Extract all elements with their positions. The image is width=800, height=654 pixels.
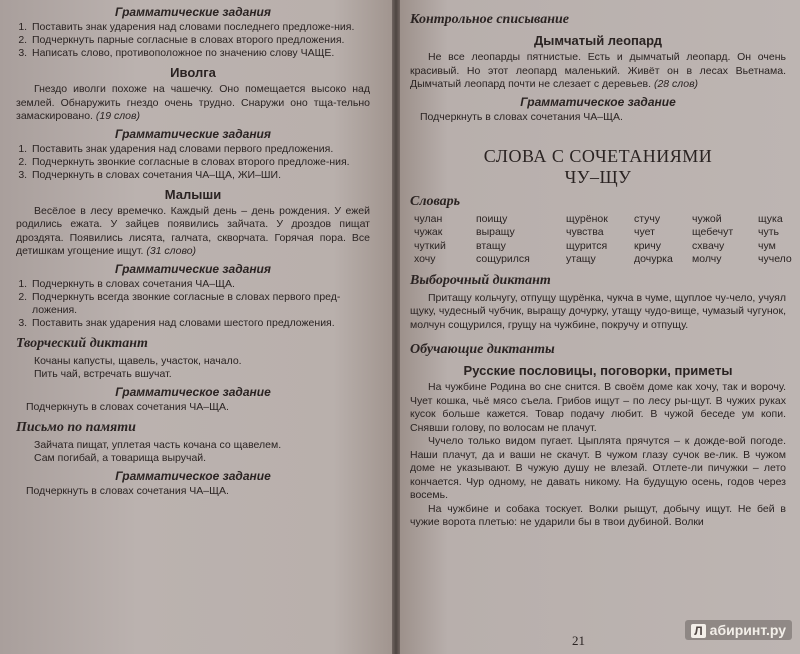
vocab-word: молчу	[692, 253, 722, 265]
dictation-text: Гнездо иволги похоже на чашечку. Оно помещается высоко над землей. Обнаружить гнездо очень трудно. Снаружи оно тща-тельно замаскировано. (19 слов)	[16, 83, 370, 122]
section-subtitle: ЧУ–ЩУ	[564, 166, 632, 187]
vocab-word: втащу	[476, 239, 506, 252]
grammar-task: Подчеркнуть в словах сочетания ЧА–ЩА.	[26, 400, 229, 413]
vocab-word: выращу	[476, 226, 515, 238]
vocab-word: кричу	[634, 239, 662, 252]
selective-dictation-heading: Выборочный диктант	[410, 272, 551, 288]
vocab-word: дочурка	[634, 253, 673, 265]
vocab-word: щурится	[566, 239, 608, 252]
grammar-task: Подчеркнуть в словах сочетания ЧА–ЩА.	[420, 110, 623, 123]
grammar-task-heading: Грамматическое задание	[520, 94, 676, 109]
left-page	[0, 0, 392, 654]
task-item: 1. Поставить знак ударения над словами последнего предложе-ния.	[30, 21, 370, 34]
text-title-malyshi: Малыши	[164, 186, 222, 202]
word-count: (31 слово)	[146, 245, 197, 257]
vocab-word: чувства	[566, 226, 604, 238]
grammar-tasks-heading: Грамматические задания	[115, 126, 271, 141]
dictation-line: Пить чай, встречать вшучат.	[34, 368, 172, 380]
memory-writing-heading: Письмо по памяти	[16, 419, 136, 435]
text-title-leopard: Дымчатый леопард	[533, 33, 663, 48]
dictation-text: Притащу кольчугу, отпущу щурёнка, чукча в чуме, щуплое чу-чело, учуял щуку, чудесный чубчик, выращу дочурку, утащу чудо-вище, чумазый чугунок, молчун сощурился, грущу на чужбине, покручу и отпущу.	[410, 291, 786, 331]
task-item: 3. Поставить знак ударения над словами шестого предложения.	[30, 317, 370, 330]
text-title-proverbs: Русские пословицы, поговорки, приметы	[463, 363, 733, 378]
vocab-word: чует	[634, 226, 655, 238]
section-title: СЛОВА С СОЧЕТАНИЯМИ	[483, 145, 713, 166]
watermark-logo-icon: Л	[691, 624, 705, 638]
vocab-word: утащу	[566, 253, 596, 265]
teaching-dictations-heading: Обучающие диктанты	[410, 342, 555, 357]
vocab-word: чуткий	[414, 239, 446, 252]
control-copy-heading: Контрольное списывание	[410, 12, 569, 27]
vocabulary-table	[414, 212, 792, 267]
vocab-word: чужой	[692, 212, 722, 225]
word-count: (28 слов)	[653, 78, 699, 90]
proverbs-paragraph: Чучело только видом пугает. Цыплята прячутся – к дожде-вой погоде. Наши плачут, да и ваши не скачут. В чужом глазу сучок ве-лик. В чужом доме не указывают. В чужую душу не влезай. Отлете-ли пичужки – лето кончается. Чур одному, не давать никому. На будущую осень, годов через восемь.	[410, 435, 786, 501]
word-count: (19 слов)	[95, 110, 140, 122]
dictation-text: Весёлое в лесу времечко. Каждый день – день рождения. У ежей родились ежата. У зайцев появились зайчата. У дроздов пищат дроздята. Появились лисята, галчата, скворчата. Горячая пора. Все детишкам угощение ищут. (31 слово)	[16, 204, 370, 257]
task-item: 2. Подчеркнуть звонкие согласные в словах второго предложе-ния.	[30, 156, 370, 169]
vocab-word: щука	[758, 212, 783, 225]
watermark: Л абиринт.ру	[685, 620, 792, 640]
grammar-tasks-heading: Грамматические задания	[115, 5, 271, 19]
vocab-word: хочу	[414, 253, 436, 265]
grammar-task-heading: Грамматическое задание	[115, 468, 271, 483]
vocab-word: чуть	[758, 226, 779, 238]
grammar-task-list	[16, 143, 370, 182]
vocab-word: щурёнок	[566, 212, 608, 225]
vocab-word: чужак	[414, 226, 443, 238]
task-item: 3. Написать слово, противоположное по значению слову ЧАЩЕ.	[30, 47, 370, 60]
task-item: 3. Подчеркнуть в словах сочетания ЧА–ЩА, ЖИ–ШИ.	[30, 169, 370, 182]
proverbs-paragraph: На чужбине Родина во сне снится. В своём доме как хочу, так и ворочу. Чует кошка, чьё мясо съела. Грибов ищут – по лесу ры-щут. В чужих руках кусок больше кажется. Товар подачу любит. В чужой беседе ум копи. Снявши голову, по волосам не плачут.	[410, 381, 786, 434]
dictation-line: Кочаны капусты, щавель, участок, начало.	[34, 354, 242, 367]
grammar-task-list	[16, 21, 370, 60]
grammar-task: Подчеркнуть в словах сочетания ЧА–ЩА.	[26, 484, 229, 497]
creative-dictation-heading: Творческий диктант	[16, 335, 148, 351]
grammar-tasks-heading: Грамматические задания	[115, 261, 271, 276]
dictation-line: Зайчата пищат, уплетая часть кочана со щавелем.	[34, 438, 282, 451]
grammar-task-list	[16, 278, 370, 330]
book-gutter	[392, 0, 400, 654]
grammar-task-heading: Грамматическое задание	[115, 384, 271, 399]
vocabulary-heading: Словарь	[410, 193, 461, 209]
vocab-word: чулан	[414, 212, 443, 225]
vocab-word: чум	[758, 239, 776, 252]
task-item: 1. Поставить знак ударения над словами первого предложения.	[30, 143, 370, 156]
proverbs-paragraph: На чужбине и собака тоскует. Волки рыщут, добычу ищут. Не бей в чужие ворота плетью: не ударили бы в твои дубиной. Волки	[410, 502, 786, 528]
dictation-text: Не все леопарды пятнистые. Есть и дымчатый леопард. Он очень красивый. Но этот леопард маленький. Живёт он в лесах Вьетнама. Дымчатый леопард почти не слезает с деревьев. (28 слов)	[410, 51, 786, 90]
task-item: 2. Подчеркнуть парные согласные в словах второго предложения.	[30, 34, 370, 47]
vocab-word: сощурился	[476, 253, 530, 265]
task-item: 1. Подчеркнуть в словах сочетания ЧА–ЩА.	[30, 278, 370, 291]
vocab-word: поищу	[476, 212, 508, 225]
text-title-ivolga: Иволга	[170, 65, 216, 80]
task-item: 2. Подчеркнуть всегда звонкие согласные в словах первого пред-ложения.	[30, 291, 370, 317]
right-page	[400, 0, 800, 654]
vocab-word: щебечут	[692, 226, 734, 238]
vocab-word: стучу	[634, 212, 661, 225]
vocab-word: чучело	[758, 253, 792, 265]
dictation-line: Сам погибай, а товарища выручай.	[34, 452, 207, 464]
page-number: 21	[572, 633, 585, 648]
vocab-word: схвачу	[692, 239, 725, 252]
